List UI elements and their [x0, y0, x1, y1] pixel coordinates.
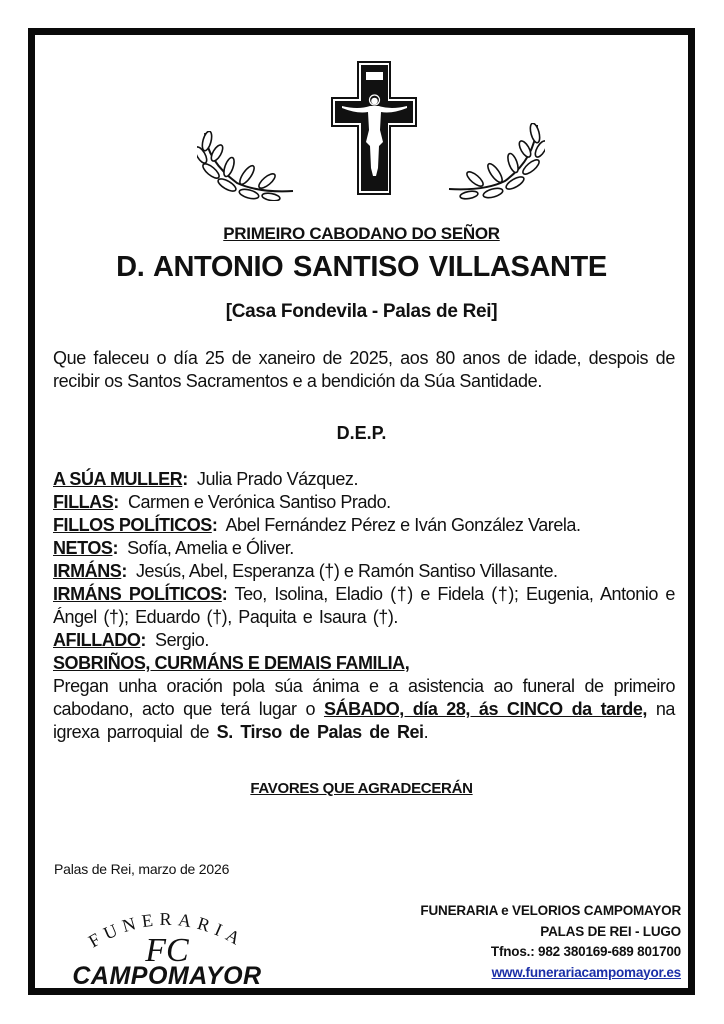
obituary-frame [28, 28, 695, 995]
funeral-details: Pregan unha oración pola súa ánima e a asistencia ao funeral de primeiro cabodano, acto que terá lugar o SÁBADO, día 28, ás CINCO da tarde, na igrexa parroquial de S. Tirso de Palas de Rei. [53, 676, 675, 742]
logo-name: CAMPOMAYOR [72, 962, 262, 987]
website-link[interactable]: www.funerariacampomayor.es [491, 964, 681, 980]
contact-block [420, 901, 681, 983]
contact-location: PALAS DE REI - LUGO [540, 923, 681, 939]
family-row-sons-in-law: FILLOS POLÍTICOS: Abel Fernández Pérez e Iván González Varela. [53, 515, 581, 535]
contact-phones: Tfnos.: 982 380169-689 801700 [490, 944, 681, 959]
deceased-name: D. ANTONIO SANTISO VILLASANTE [116, 251, 607, 283]
laurel-branch-left-icon [197, 131, 297, 201]
logo-monogram: FC [145, 932, 189, 969]
rip-label: D.E.P. [336, 423, 387, 443]
contact-company: FUNERARIA e VELORIOS CAMPOMAYOR [420, 903, 681, 918]
crucifix-icon [330, 58, 420, 198]
funeral-datetime: SÁBADO, día 28, ás CINCO da tarde, [323, 699, 647, 719]
funeral-home-logo [57, 897, 277, 987]
house-location: [Casa Fondevila - Palas de Rei] [225, 301, 498, 322]
family-row-wife: A SÚA MULLER: Julia Prado Vázquez. [53, 469, 359, 489]
family-row-siblings-in-law: IRMÁNS POLÍTICOS: Teo, Isolina, Eladio (†) e Fidela (†); Eugenia, Antonio e Ángel (†); Eduardo (†), Paquita e Isaura (†). [53, 584, 682, 627]
family-row-daughters: FILLAS: Carmen e Verónica Santiso Prado. [53, 492, 391, 512]
family-list [53, 468, 682, 744]
family-row-godson: AFILLADO: Sergio. [53, 630, 209, 650]
family-row-grandchildren: NETOS: Sofía, Amelia e Óliver. [53, 538, 294, 558]
notice-subtitle: PRIMEIRO CABODANO DO SEÑOR [223, 224, 500, 243]
family-row-other-relatives: SOBRIÑOS, CURMÁNS E DEMAIS FAMILIA, [53, 653, 410, 673]
date-line: Palas de Rei, marzo de 2026 [54, 861, 230, 877]
funeral-church: S. Tirso de Palas de Rei [216, 722, 424, 742]
thanks-line: FAVORES QUE AGRADECERÁN [250, 780, 473, 797]
family-row-siblings: IRMÁNS: Jesús, Abel, Esperanza (†) e Ramón Santiso Villasante. [53, 561, 558, 581]
laurel-branch-right-icon [445, 123, 545, 201]
death-announcement: Que faleceu o día 25 de xaneiro de 2025, aos 80 anos de idade, despois de recibir os Santos Sacramentos e a bendición da Súa Santidade. [53, 348, 675, 391]
logo-arc-text: FUNERARIA [85, 908, 249, 952]
